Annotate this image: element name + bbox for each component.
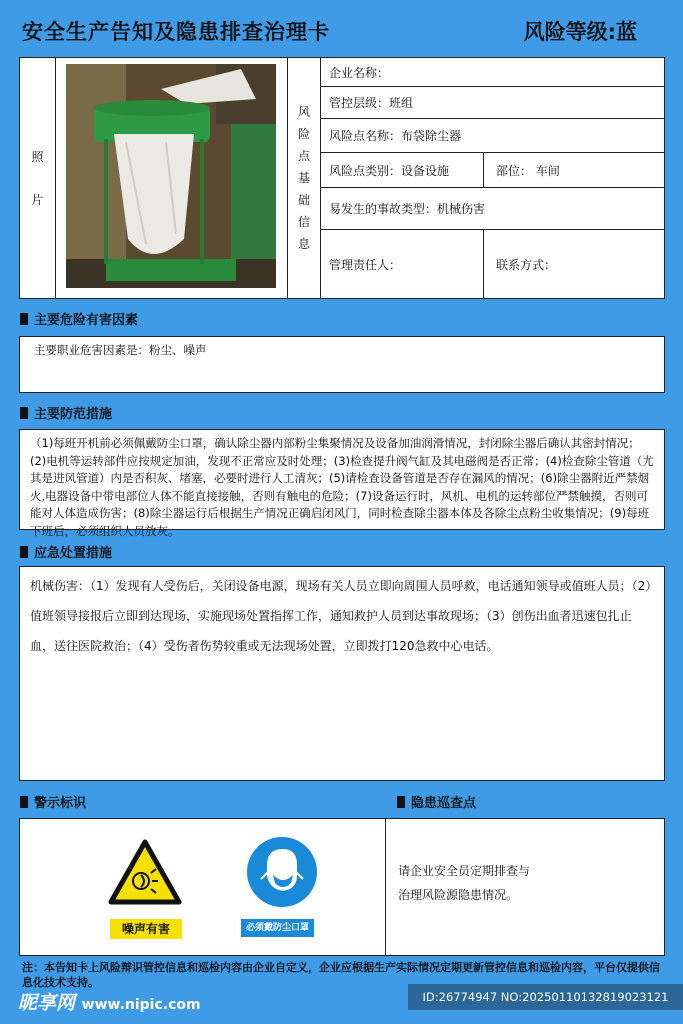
image-id-badge: ID:26774947 NO:20250110132819023121: [408, 984, 683, 1010]
prevention-title: 主要防范措施: [34, 407, 113, 422]
emergency-title: 应急处置措施: [34, 546, 113, 561]
base-label-char: 点: [297, 149, 310, 163]
contact-cell: [484, 256, 556, 273]
department: 部位： 车间: [496, 163, 560, 178]
photo-label-char: 照: [31, 150, 44, 164]
inspection-line: 治理风险源隐患情况。: [398, 888, 519, 902]
accident-type-row: [321, 188, 664, 230]
emergency-text: 机械伤害：（1）发现有人受伤后，关闭设备电源，现场有关人员立即向周围人员呼救，电话通知领导或值班人员；（2）值班领导接报后立即到达现场，实施现场处置指挥工作，通知救护人员到达事故现场；（3）创伤出血者迅速包扎止血，送往医院救治；（4）受伤者伤势较重或无法现场处置，立即拨打120急救中心电话。: [30, 579, 652, 653]
contact: 联系方式：: [496, 257, 557, 272]
company-row: [321, 58, 664, 87]
page-title: 安全生产告知及隐患排查治理卡: [22, 20, 330, 44]
noise-hazard-label: 噪声有害: [110, 919, 182, 939]
noise-hazard-icon: [108, 839, 182, 905]
emergency-heading: [20, 542, 112, 561]
inspection-title: 隐患巡查点: [411, 796, 477, 811]
dust-mask-label: 必须戴防尘口罩: [241, 919, 314, 937]
department-cell: [484, 162, 560, 179]
equipment-photo: [66, 64, 276, 288]
photo-label-char: 片: [31, 193, 44, 207]
base-label-char: 信: [297, 215, 310, 229]
dust-mask-icon: [245, 835, 319, 909]
prevention-box: [19, 429, 665, 538]
hazards-title: 主要危险有害因素: [34, 313, 139, 328]
warning-heading: [20, 792, 86, 811]
hazards-box: [19, 336, 665, 393]
control-level: 管控层级：班组: [329, 96, 414, 110]
risk-point-name-row: [321, 119, 664, 153]
bag-dust-collector-image: [66, 64, 276, 288]
risk-point-type: 风险点类别：设备设施: [329, 163, 450, 178]
manager-cell: [321, 230, 484, 298]
inspection-text: [398, 859, 658, 907]
risk-point-type-row: [321, 153, 664, 188]
base-label-char: 基: [297, 171, 310, 185]
base-label-char: 险: [297, 127, 310, 141]
base-label-char: 风: [297, 105, 310, 119]
risk-level: 风险等级:蓝: [523, 20, 637, 44]
warning-title: 警示标识: [34, 796, 87, 811]
photo-cell: [56, 58, 288, 298]
footer-note: 注：本告知卡上风险辩识管控信息和巡检内容由企业自定义，企业应根据生产实际情况定期更新管控信息和巡检内容，平台仅提供信息化技术支持。: [22, 961, 660, 989]
base-info-label: [288, 58, 321, 298]
inspection-line: 请企业安全员定期排查与: [398, 864, 531, 878]
warning-inspection-box: [19, 818, 665, 956]
risk-point-name: 风险点名称：布袋除尘器: [329, 129, 462, 143]
emergency-box: [19, 566, 665, 781]
photo-label: [20, 58, 56, 298]
risk-point-type-cell: [321, 153, 484, 187]
header: [0, 0, 683, 58]
base-label-char: 息: [297, 237, 310, 251]
base-label-char: 础: [297, 193, 310, 207]
control-level-row: [321, 87, 664, 119]
warning-signs: [20, 819, 386, 955]
watermark-url: www.nipic.com: [81, 997, 201, 1013]
manager-row: [321, 230, 664, 298]
section-marker-icon: [20, 546, 28, 558]
hazards-heading: [20, 309, 138, 328]
prevention-text: （1)每班开机前必须佩戴防尘口罩，确认除尘器内部粉尘集聚情况及设备加油润滑情况，封闭除尘器后确认其密封情况；(2)电机等运转部件应按规定加油，发现不正常应及时处理；(3)检查提升阀气缸及其电磁阀是否正常；(4)检查除尘管道（尤其是进风管道）内是否积灰、堵塞，必要时进行人工清灰；(5)请检查设备管道是否存在漏风的情况；(6)除尘器附近严禁烟火,电器设备中带电部位人体不能直接接触，否则有触电的危险；(7)设备运行时，风机、电机的运转部位严禁触摸，否则可能对人体造成伤害；(8)除尘器运行后根据生产情况正确启闭风门，同时检查除尘器本体及各除尘点粉尘收集情况；(9)每班下班后，必须组织人员放灰。: [30, 436, 654, 538]
prevention-heading: [20, 403, 112, 422]
section-marker-icon: [397, 796, 405, 808]
watermark-brand: [18, 988, 201, 1015]
section-marker-icon: [20, 407, 28, 419]
company-name: 企业名称：: [329, 65, 390, 80]
hazards-text: 主要职业危害因素是：粉尘、噪声: [34, 343, 207, 357]
manager: 管理责任人：: [329, 257, 402, 272]
section-marker-icon: [20, 313, 28, 325]
info-rows: [321, 58, 664, 298]
info-table: [19, 57, 665, 299]
inspection-heading: [397, 792, 476, 811]
accident-type: 易发生的事故类型：机械伤害: [329, 202, 486, 216]
section-marker-icon: [20, 796, 28, 808]
watermark-brand-text: 昵享网: [18, 992, 76, 1014]
